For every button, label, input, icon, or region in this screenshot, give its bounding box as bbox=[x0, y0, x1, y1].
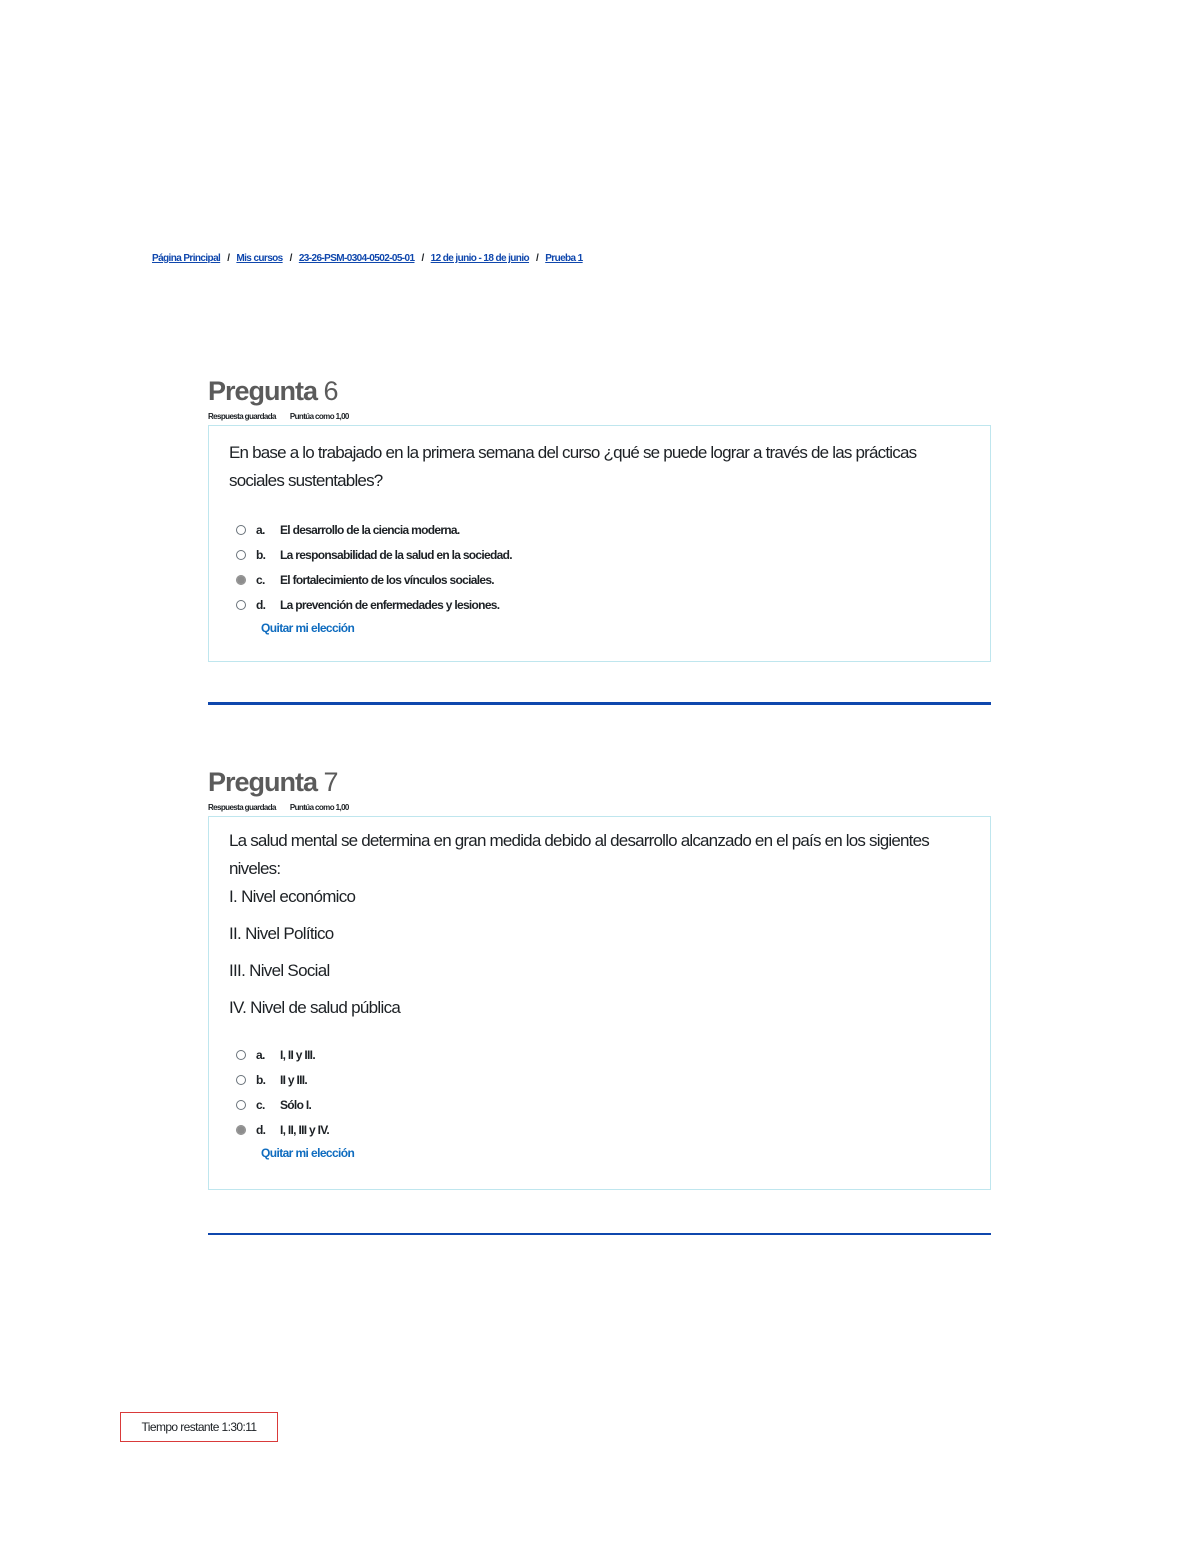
question-line: II. Nivel Político bbox=[229, 924, 334, 943]
breadcrumb bbox=[152, 253, 583, 264]
timer-label: Tiempo restante bbox=[141, 1420, 219, 1434]
clear-choice-link[interactable]: Quitar mi elección bbox=[261, 621, 355, 635]
breadcrumb-week-link[interactable]: 12 de junio - 18 de junio bbox=[430, 253, 530, 264]
answer-letter: b. bbox=[256, 1072, 266, 1087]
answer-option-c[interactable] bbox=[236, 567, 970, 592]
radio-button-selected[interactable] bbox=[236, 1125, 246, 1135]
timer-value: 1:30:11 bbox=[221, 1420, 257, 1434]
radio-button[interactable] bbox=[236, 525, 246, 535]
radio-button[interactable] bbox=[236, 600, 246, 610]
question-title: Pregunta 6 bbox=[208, 376, 338, 406]
answer-letter: a. bbox=[256, 1047, 265, 1062]
answer-option-d[interactable] bbox=[236, 1117, 970, 1142]
question-divider bbox=[208, 702, 991, 705]
answer-option-a[interactable] bbox=[236, 517, 970, 542]
radio-button-selected[interactable] bbox=[236, 575, 246, 585]
answer-option-b[interactable] bbox=[236, 542, 970, 567]
answer-option-b[interactable] bbox=[236, 1067, 970, 1092]
breadcrumb-home-link[interactable]: Página Principal bbox=[152, 253, 221, 264]
breadcrumb-course-link[interactable]: 23-26-PSM-0304-0502-05-01 bbox=[298, 253, 415, 264]
question-number: 6 bbox=[323, 376, 338, 406]
radio-button[interactable] bbox=[236, 1075, 246, 1085]
question-text: La salud mental se determina en gran medida debido al desarrollo alcanzado en el país en los sigientes niveles: bbox=[229, 831, 929, 878]
answer-option-c[interactable] bbox=[236, 1092, 970, 1117]
answer-letter: b. bbox=[256, 547, 266, 562]
question-box bbox=[208, 816, 991, 1190]
answer-text: II y III. bbox=[280, 1072, 308, 1087]
question-text: En base a lo trabajado en la primera semana del curso ¿qué se puede lograr a través de las prácticas sociales sustentables? bbox=[229, 443, 917, 490]
breadcrumb-separator: / bbox=[227, 253, 230, 264]
breadcrumb-quiz-link[interactable]: Prueba 1 bbox=[545, 253, 583, 264]
answer-letter: c. bbox=[256, 572, 265, 587]
breadcrumb-separator: / bbox=[536, 253, 539, 264]
question-line: I. Nivel económico bbox=[229, 887, 356, 906]
answer-text: El fortalecimiento de los vínculos sociales. bbox=[280, 572, 494, 587]
question-line: III. Nivel Social bbox=[229, 961, 330, 980]
question-points: Puntúa como 1,00 bbox=[289, 803, 349, 812]
answer-list bbox=[236, 517, 970, 637]
question-box bbox=[208, 425, 991, 662]
answer-option-a[interactable] bbox=[236, 1042, 970, 1067]
radio-button[interactable] bbox=[236, 550, 246, 560]
answer-letter: c. bbox=[256, 1097, 265, 1112]
answer-option-d[interactable] bbox=[236, 592, 970, 617]
question-7 bbox=[208, 767, 991, 1190]
answer-list bbox=[236, 1042, 970, 1162]
answer-letter: d. bbox=[256, 597, 266, 612]
answer-text: El desarrollo de la ciencia moderna. bbox=[280, 522, 460, 537]
breadcrumb-separator: / bbox=[421, 253, 424, 264]
clear-choice-link[interactable]: Quitar mi elección bbox=[261, 1146, 355, 1160]
breadcrumb-separator: / bbox=[289, 253, 292, 264]
question-meta bbox=[208, 803, 991, 813]
answer-letter: a. bbox=[256, 522, 265, 537]
question-title: Pregunta 7 bbox=[208, 767, 338, 797]
quiz-timer bbox=[120, 1412, 278, 1442]
answer-text: Sólo I. bbox=[280, 1097, 312, 1112]
question-status: Respuesta guardada bbox=[208, 803, 276, 812]
answer-text: I, II, III y IV. bbox=[280, 1122, 330, 1137]
question-divider bbox=[208, 1233, 991, 1235]
answer-letter: d. bbox=[256, 1122, 266, 1137]
question-points: Puntúa como 1,00 bbox=[289, 412, 349, 421]
question-line: IV. Nivel de salud pública bbox=[229, 998, 401, 1017]
answer-text: I, II y III. bbox=[280, 1047, 315, 1062]
breadcrumb-my-courses-link[interactable]: Mis cursos bbox=[236, 253, 283, 264]
question-6 bbox=[208, 376, 991, 662]
question-number: 7 bbox=[323, 767, 338, 797]
question-meta bbox=[208, 412, 991, 422]
answer-text: La prevención de enfermedades y lesiones. bbox=[280, 597, 500, 612]
radio-button[interactable] bbox=[236, 1100, 246, 1110]
radio-button[interactable] bbox=[236, 1050, 246, 1060]
answer-text: La responsabilidad de la salud en la sociedad. bbox=[280, 547, 512, 562]
question-status: Respuesta guardada bbox=[208, 412, 276, 421]
